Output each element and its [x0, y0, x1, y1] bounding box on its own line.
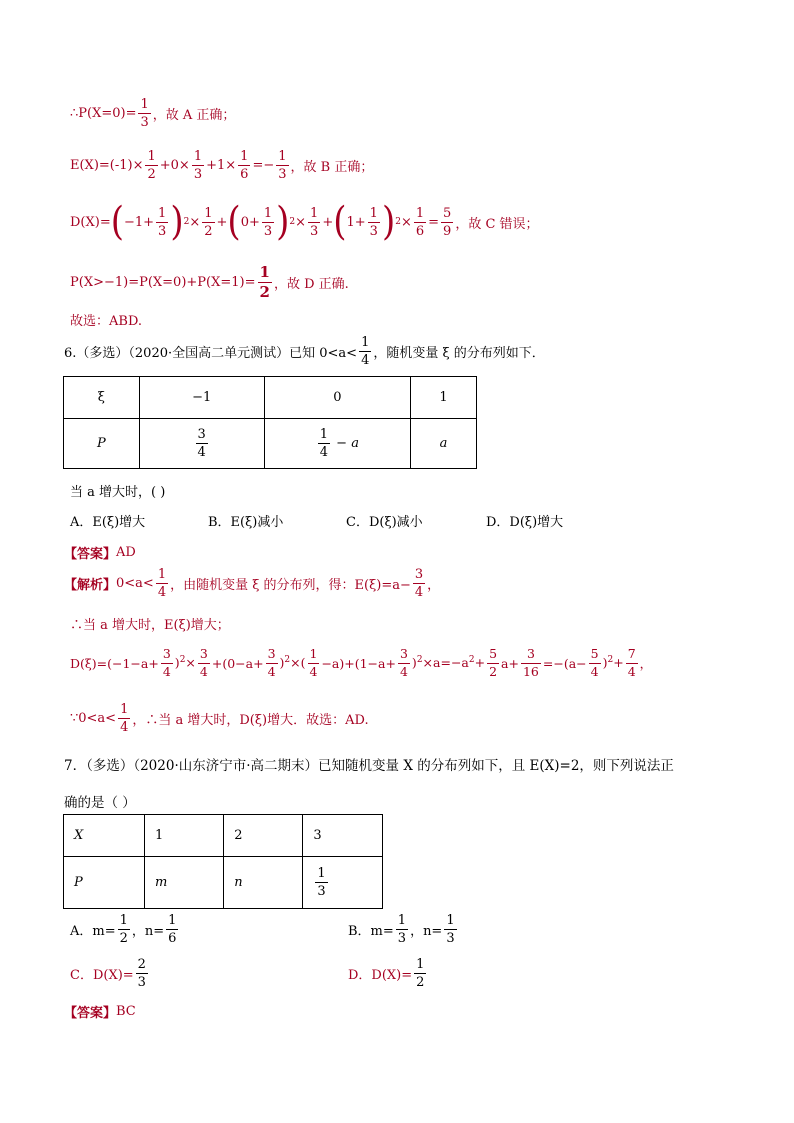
- q7-option-a: A．m= $\frac{1}{2}$ ，n= $\frac{1}{6}$: [70, 913, 177, 946]
- q6-option-b: B．E(ξ)减小: [208, 515, 284, 530]
- table-cell: a: [411, 419, 477, 469]
- q6-option-a: A．E(ξ)增大: [70, 515, 146, 530]
- table-cell: 1: [144, 815, 223, 857]
- q6-answer: [64, 543, 136, 562]
- line1-prefix: ∴P(X=0)=: [70, 106, 137, 121]
- q6-stem: 6.（多选）（2020·全国高二单元测试）已知 0<a< $\frac{1}{4}$ ，随机变量 ξ 的分布列如下．: [64, 335, 545, 368]
- table-cell: P: [64, 419, 140, 469]
- line3-suffix: ，故 C 错误；: [455, 216, 539, 232]
- solution-line-5: 故选：ABD.: [70, 314, 143, 329]
- fraction-one-third: $\frac{1}{3}$: [140, 97, 149, 130]
- q6-analysis-line-1: 【解析】 0<a< $\frac{1}{4}$ ，由随机变量 ξ 的分布列，得：E(ξ)=a− $\frac{3}{4}$ ，: [64, 567, 441, 600]
- solution-line-1: [70, 98, 235, 129]
- q6-analysis-line-3: D(ξ)=(−1−a+ $\frac{3}{4}$ )$^2$× $\frac{3}{4}$ +(0−a+ $\frac{3}{4}$ )$^2$×( $\frac{1}{4}$ −a)+(1−a+ $\frac{3}{4}$ )$^2\times a=-a^2+$ $\frac{5}{2}$ a+ $\frac{3}{16}$ =−(a− $\frac{5}{4}$ )$^2$+ $\frac{7}{4}$ ，: [70, 646, 653, 679]
- q6-option-d: D．D(ξ)增大: [486, 515, 564, 530]
- table-cell: n: [224, 857, 303, 909]
- table-cell: $\frac{1}{4}$ − a: [264, 419, 410, 469]
- q7-option-d: D．D(X)= $\frac{1}{2}$: [348, 957, 425, 990]
- line4-prefix: P(X>−1)=P(X=0)+P(X=1)=: [70, 275, 256, 290]
- line2-prefix: E(X)=(-1)×: [70, 158, 144, 173]
- table-cell: 0: [264, 377, 410, 419]
- q6-distribution-table: [63, 376, 477, 469]
- answer-value: BC: [116, 1004, 136, 1019]
- answer-tag: 【答案】: [64, 547, 117, 562]
- q7-option-b: B．m= $\frac{1}{3}$ ，n= $\frac{1}{3}$: [348, 913, 455, 946]
- table-cell: 1: [411, 377, 477, 419]
- table-cell: 3: [303, 815, 383, 857]
- line2-suffix: ，故 B 正确；: [290, 160, 374, 175]
- q7-stem-line-1: 7．（多选）（2020·山东济宁市·高二期末）已知随机变量 X 的分布列如下，且 E(X)=2，则下列说法正: [64, 758, 674, 774]
- line1-suffix: ，故 A 正确；: [152, 108, 236, 123]
- q6-analysis-line-2: ∴当 a 增大时，E(ξ)增大；: [70, 618, 230, 633]
- table-cell: $\frac{3}{4}$: [139, 419, 264, 469]
- q6-stem-suffix: ，随机变量 ξ 的分布列如下．: [373, 346, 545, 361]
- table-cell: P: [64, 857, 145, 909]
- table-cell: m: [144, 857, 223, 909]
- line4-suffix: ，故 D 正确.: [273, 277, 349, 292]
- answer-value: AD: [116, 545, 136, 560]
- table-cell: 2: [224, 815, 303, 857]
- q7-stem-line-2: 确的是（ ）: [64, 795, 136, 811]
- table-cell: $\frac{1}{3}$: [303, 857, 383, 909]
- table-cell: −1: [139, 377, 264, 419]
- solution-line-2: E(X)=(-1)× $\frac{1}{2}$ +0× $\frac{1}{3}$ +1× $\frac{1}{6}$ =− $\frac{1}{3}$ ，故 B 正确；: [70, 149, 374, 182]
- analysis-tag: 【解析】: [64, 578, 117, 593]
- solution-line-3: D(X)= ( −1+ $\frac{1}{3}$ ) 2 × $\frac{1}{2}$ + ( 0+ $\frac{1}{3}$ ) 2 × $\frac{1}{3}$ + ( 1+ $\frac{1}{3}$ ) 2 × $\frac{1}{6}$ = $\frac{5}{9}$ ，故 C 错误；: [70, 199, 539, 245]
- solution-line-4: P(X>−1)=P(X=0)+P(X=1)= $\frac{1}{2}$ ，故 D 正确.: [70, 263, 349, 301]
- q6-analysis-line-4: ∵0<a< $\frac{1}{4}$ ，∴当 a 增大时，D(ξ)增大．故选：AD.: [70, 702, 369, 735]
- q7-answer: [64, 1002, 136, 1021]
- q6-option-c: C．D(ξ)减小: [346, 515, 423, 530]
- table-cell: ξ: [64, 377, 140, 419]
- answer-tag: 【答案】: [64, 1006, 117, 1021]
- table-cell: X: [64, 815, 145, 857]
- q6-question: 当 a 增大时，( ): [70, 485, 166, 500]
- q7-distribution-table: [63, 814, 383, 909]
- q6-stem-prefix: 6.（多选）（2020·全国高二单元测试）已知 0<a<: [64, 346, 358, 361]
- q7-option-c: C．D(X)= $\frac{2}{3}$: [70, 957, 146, 990]
